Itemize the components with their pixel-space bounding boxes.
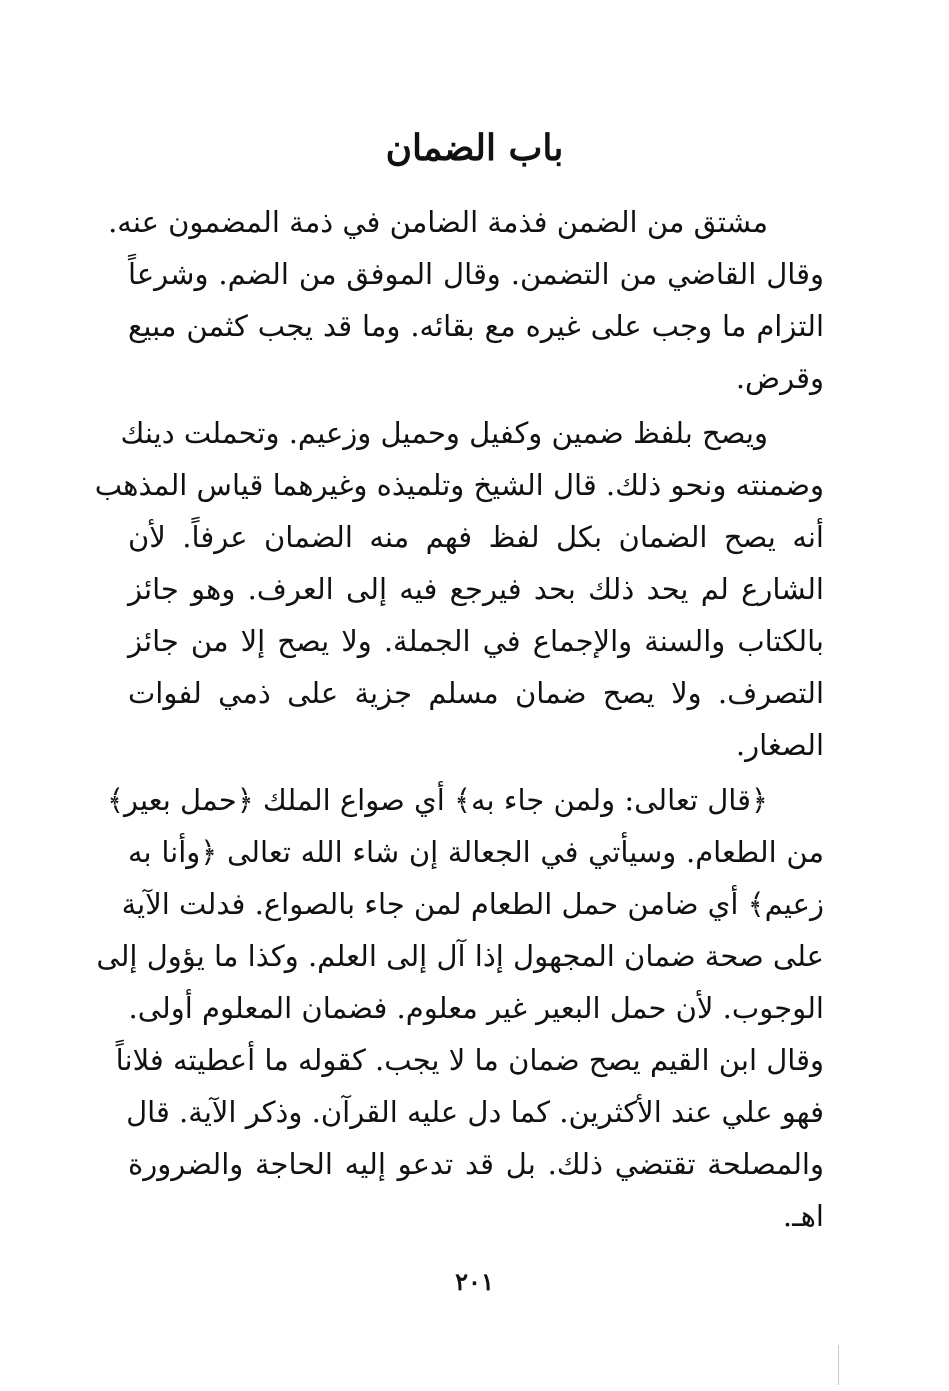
text-line: زعيم﴾ أي ضامن حمل الطعام لمن جاء بالصواع. فدلت الآية [121, 887, 824, 921]
text-line: مشتق من الضمن فذمة الضامن في ذمة المضمون عنه. [108, 205, 768, 239]
paragraph-2 [94, 407, 824, 771]
paragraph-1 [108, 196, 824, 404]
text-line: من الطعام. وسيأتي في الجعالة إن شاء الله تعالى ﴿وأنا به [128, 835, 824, 869]
text-line: الصغار. [735, 728, 824, 762]
text-line: والمصلحة تقتضي ذلك. بل قد تدعو إليه الحاجة والضرورة [128, 1147, 824, 1181]
text-line: فهو علي عند الأكثرين. كما دل عليه القرآن. وذكر الآية. قال [126, 1095, 824, 1129]
text-line: أنه يصح الضمان بكل لفظ فهم منه الضمان عرفاً. لأن [128, 520, 824, 554]
text-line: ﴿قال تعالى: ولمن جاء به﴾ أي صواع الملك ﴿حمل بعير﴾ [107, 783, 768, 817]
scan-artifact-line [838, 1345, 839, 1385]
text-line: اهـ. [782, 1199, 824, 1233]
text-line: التزام ما وجب على غيره مع بقائه. وما قد يجب كثمن مبيع [128, 309, 824, 343]
text-line: على صحة ضمان المجهول إذا آل إلى العلم. وكذا ما يؤول إلى [96, 939, 824, 973]
text-line: الوجوب. لأن حمل البعير غير معلوم. فضمان المعلوم أولى. [128, 991, 824, 1025]
text-line: وقرض. [735, 361, 824, 395]
text-line: وضمنته ونحو ذلك. قال الشيخ وتلميذه وغيرهما قياس المذهب [94, 468, 824, 502]
text-line: وقال القاضي من التضمن. وقال الموفق من الضم. وشرعاً [128, 257, 824, 291]
text-line: ويصح بلفظ ضمين وكفيل وحميل وزعيم. وتحملت دينك [120, 416, 768, 450]
paragraph-3 [96, 774, 824, 1242]
text-line: الشارع لم يحد ذلك بحد فيرجع فيه إلى العرف. وهو جائز [128, 572, 824, 606]
page-number: ٢٠١ [455, 1267, 494, 1296]
body-text [94, 196, 824, 1245]
text-line: بالكتاب والسنة والإجماع في الجملة. ولا يصح إلا من جائز [128, 624, 824, 658]
text-line: وقال ابن القيم يصح ضمان ما لا يجب. كقوله ما أعطيته فلاناً [115, 1043, 824, 1077]
chapter-title: باب الضمان [385, 127, 564, 169]
text-line: التصرف. ولا يصح ضمان مسلم جزية على ذمي لفوات [128, 676, 824, 710]
